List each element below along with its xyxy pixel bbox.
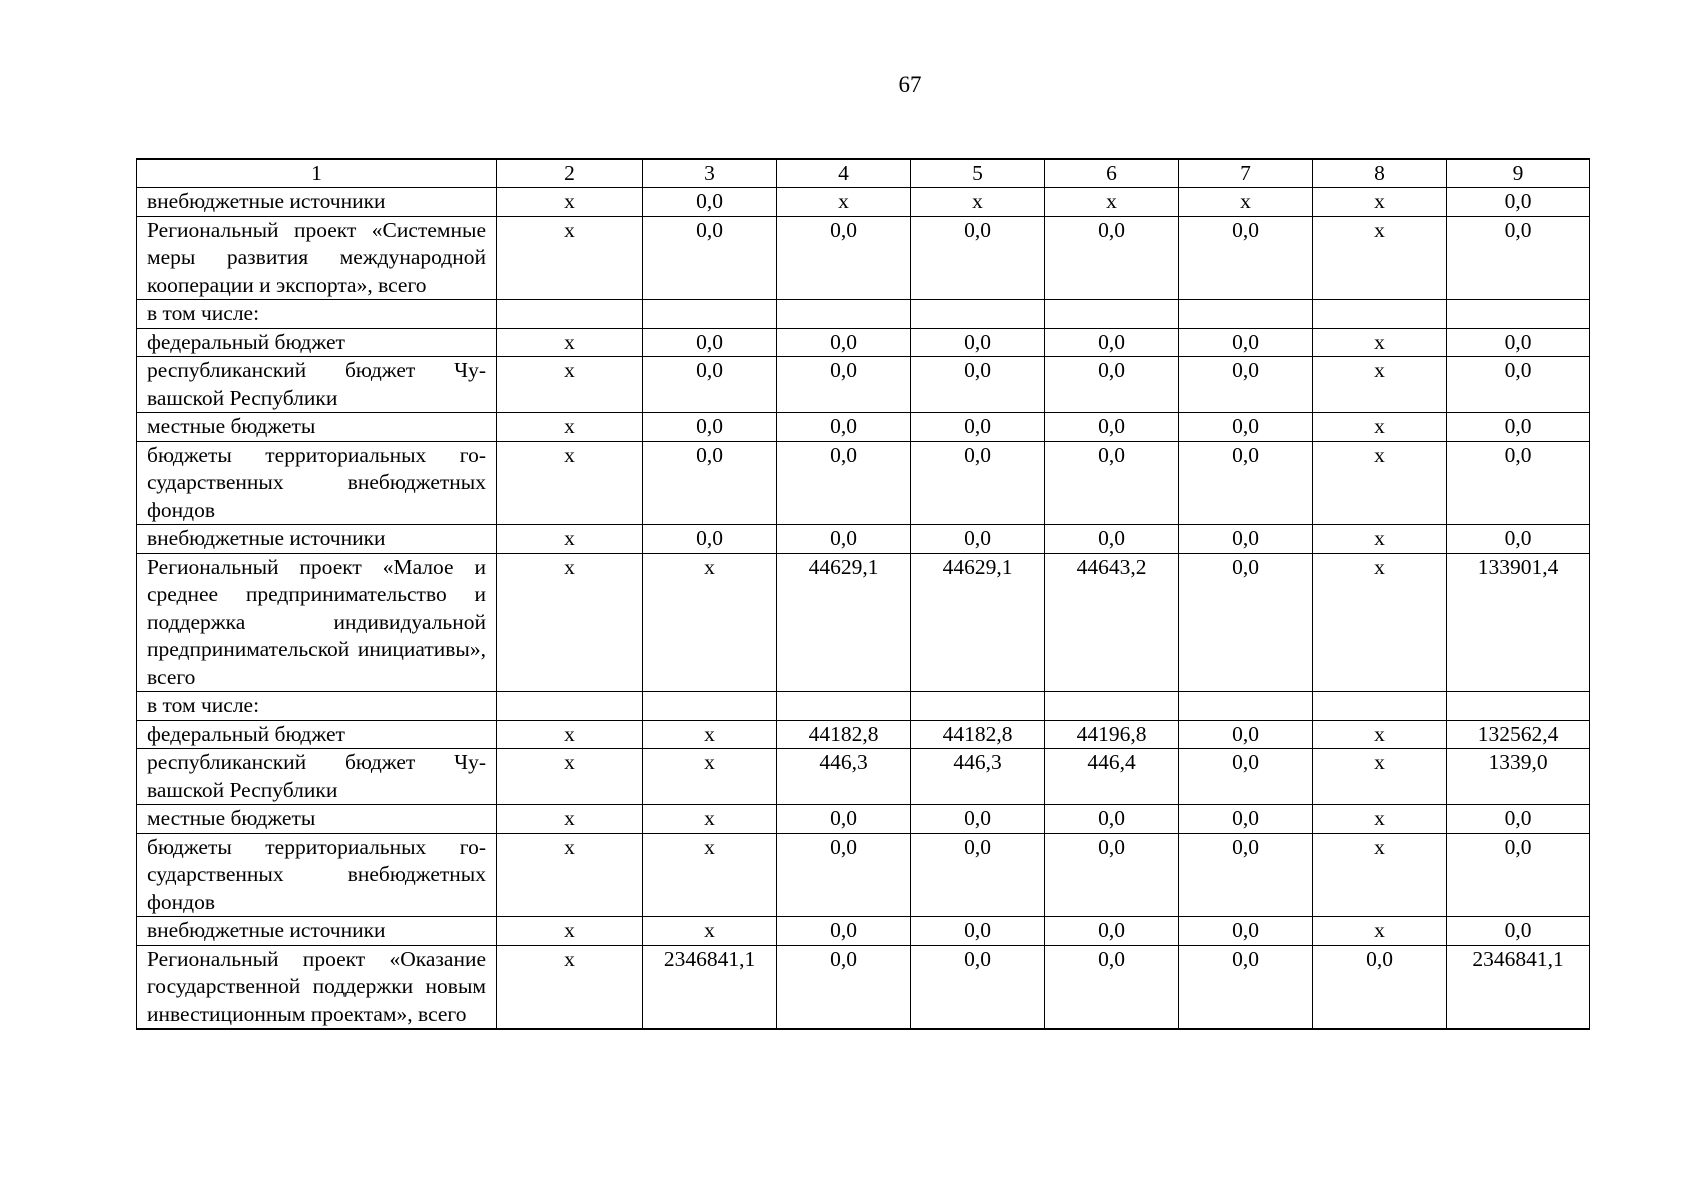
value-cell-col-6: 0,0 bbox=[1045, 441, 1179, 525]
value-cell-col-8: х bbox=[1313, 749, 1447, 805]
value-cell-col-5: 0,0 bbox=[911, 917, 1045, 946]
value-cell-col-2: х bbox=[497, 188, 643, 217]
value-cell-col-7: 0,0 bbox=[1179, 216, 1313, 300]
row-label: республиканский бюджет Чувашской Республики bbox=[137, 357, 497, 413]
table-row bbox=[137, 525, 1590, 554]
value-cell-col-3: 0,0 bbox=[643, 357, 777, 413]
row-label: внебюджетные источники bbox=[137, 525, 497, 554]
value-cell-col-3: 2346841,1 bbox=[643, 945, 777, 1029]
value-cell-col-9: 132562,4 bbox=[1447, 720, 1590, 749]
column-header-5: 5 bbox=[911, 159, 1045, 188]
table-row bbox=[137, 805, 1590, 834]
column-header-7: 7 bbox=[1179, 159, 1313, 188]
value-cell-col-8: х bbox=[1313, 805, 1447, 834]
row-label: республиканский бюджет Чувашской Республики bbox=[137, 749, 497, 805]
value-cell-col-7: 0,0 bbox=[1179, 833, 1313, 917]
value-cell-col-5: 0,0 bbox=[911, 945, 1045, 1029]
row-label: внебюджетные источники bbox=[137, 917, 497, 946]
value-cell-col-8: 0,0 bbox=[1313, 945, 1447, 1029]
value-cell-col-2: х bbox=[497, 441, 643, 525]
table-row bbox=[137, 917, 1590, 946]
row-label: местные бюджеты bbox=[137, 413, 497, 442]
table-row bbox=[137, 300, 1590, 329]
value-cell-col-4: 0,0 bbox=[777, 413, 911, 442]
value-cell-col-9: 0,0 bbox=[1447, 216, 1590, 300]
value-cell-col-2: х bbox=[497, 945, 643, 1029]
column-header-2: 2 bbox=[497, 159, 643, 188]
value-cell-col-5: 0,0 bbox=[911, 441, 1045, 525]
value-cell-col-6: 0,0 bbox=[1045, 805, 1179, 834]
value-cell-col-9 bbox=[1447, 300, 1590, 329]
value-cell-col-4 bbox=[777, 300, 911, 329]
table-row bbox=[137, 441, 1590, 525]
row-label: в том числе: bbox=[137, 300, 497, 329]
value-cell-col-9: 0,0 bbox=[1447, 188, 1590, 217]
table-body bbox=[137, 188, 1590, 1030]
value-cell-col-5: 44629,1 bbox=[911, 553, 1045, 692]
column-header-6: 6 bbox=[1045, 159, 1179, 188]
value-cell-col-5: х bbox=[911, 188, 1045, 217]
row-label: внебюджетные источники bbox=[137, 188, 497, 217]
value-cell-col-8: х bbox=[1313, 833, 1447, 917]
value-cell-col-9: 0,0 bbox=[1447, 441, 1590, 525]
value-cell-col-3: х bbox=[643, 749, 777, 805]
table-row bbox=[137, 720, 1590, 749]
value-cell-col-5: 0,0 bbox=[911, 328, 1045, 357]
value-cell-col-3: 0,0 bbox=[643, 525, 777, 554]
value-cell-col-8: х bbox=[1313, 216, 1447, 300]
value-cell-col-9: 0,0 bbox=[1447, 917, 1590, 946]
row-label: бюджеты территориальных государственных внебюджетных фондов bbox=[137, 833, 497, 917]
value-cell-col-9: 1339,0 bbox=[1447, 749, 1590, 805]
value-cell-col-3: 0,0 bbox=[643, 188, 777, 217]
value-cell-col-6: 0,0 bbox=[1045, 413, 1179, 442]
table-row bbox=[137, 833, 1590, 917]
value-cell-col-5: 0,0 bbox=[911, 833, 1045, 917]
row-label: федеральный бюджет bbox=[137, 720, 497, 749]
value-cell-col-7: 0,0 bbox=[1179, 945, 1313, 1029]
value-cell-col-8: х bbox=[1313, 553, 1447, 692]
value-cell-col-7: 0,0 bbox=[1179, 805, 1313, 834]
value-cell-col-6: 0,0 bbox=[1045, 833, 1179, 917]
value-cell-col-8: х bbox=[1313, 328, 1447, 357]
value-cell-col-9: 0,0 bbox=[1447, 833, 1590, 917]
value-cell-col-6: х bbox=[1045, 188, 1179, 217]
value-cell-col-4: 44629,1 bbox=[777, 553, 911, 692]
value-cell-col-9: 2346841,1 bbox=[1447, 945, 1590, 1029]
page-number: 67 bbox=[898, 72, 922, 97]
row-label: в том числе: bbox=[137, 692, 497, 721]
value-cell-col-6: 0,0 bbox=[1045, 525, 1179, 554]
value-cell-col-8: х bbox=[1313, 720, 1447, 749]
value-cell-col-5: 44182,8 bbox=[911, 720, 1045, 749]
value-cell-col-4: 0,0 bbox=[777, 216, 911, 300]
value-cell-col-6: 0,0 bbox=[1045, 216, 1179, 300]
value-cell-col-7: 0,0 bbox=[1179, 525, 1313, 554]
row-label: Региональный проект «Системные меры развития международной кооперации и экспорта», всего bbox=[137, 216, 497, 300]
value-cell-col-2 bbox=[497, 692, 643, 721]
value-cell-col-5: 446,3 bbox=[911, 749, 1045, 805]
table-row bbox=[137, 188, 1590, 217]
value-cell-col-3: х bbox=[643, 720, 777, 749]
value-cell-col-3: 0,0 bbox=[643, 413, 777, 442]
column-header-4: 4 bbox=[777, 159, 911, 188]
table-row bbox=[137, 692, 1590, 721]
value-cell-col-2: х bbox=[497, 357, 643, 413]
value-cell-col-2: х bbox=[497, 216, 643, 300]
value-cell-col-2: х bbox=[497, 553, 643, 692]
value-cell-col-7 bbox=[1179, 300, 1313, 329]
value-cell-col-4: 0,0 bbox=[777, 945, 911, 1029]
value-cell-col-8 bbox=[1313, 300, 1447, 329]
table-row bbox=[137, 945, 1590, 1029]
value-cell-col-8: х bbox=[1313, 917, 1447, 946]
value-cell-col-9: 0,0 bbox=[1447, 525, 1590, 554]
value-cell-col-7: 0,0 bbox=[1179, 917, 1313, 946]
value-cell-col-4: х bbox=[777, 188, 911, 217]
column-header-3: 3 bbox=[643, 159, 777, 188]
value-cell-col-6: 0,0 bbox=[1045, 945, 1179, 1029]
value-cell-col-3: х bbox=[643, 833, 777, 917]
value-cell-col-4: 0,0 bbox=[777, 833, 911, 917]
column-header-8: 8 bbox=[1313, 159, 1447, 188]
value-cell-col-3: 0,0 bbox=[643, 328, 777, 357]
value-cell-col-7: 0,0 bbox=[1179, 441, 1313, 525]
table-row bbox=[137, 553, 1590, 692]
row-label: местные бюджеты bbox=[137, 805, 497, 834]
value-cell-col-9: 133901,4 bbox=[1447, 553, 1590, 692]
value-cell-col-3: х bbox=[643, 805, 777, 834]
value-cell-col-8: х bbox=[1313, 441, 1447, 525]
value-cell-col-3: х bbox=[643, 917, 777, 946]
value-cell-col-5: 0,0 bbox=[911, 216, 1045, 300]
table-row bbox=[137, 357, 1590, 413]
value-cell-col-2: х bbox=[497, 413, 643, 442]
value-cell-col-7: х bbox=[1179, 188, 1313, 217]
value-cell-col-4: 446,3 bbox=[777, 749, 911, 805]
value-cell-col-3: 0,0 bbox=[643, 441, 777, 525]
table-row bbox=[137, 413, 1590, 442]
value-cell-col-9: 0,0 bbox=[1447, 357, 1590, 413]
row-label: федеральный бюджет bbox=[137, 328, 497, 357]
value-cell-col-8: х bbox=[1313, 188, 1447, 217]
value-cell-col-5 bbox=[911, 692, 1045, 721]
value-cell-col-8 bbox=[1313, 692, 1447, 721]
value-cell-col-5: 0,0 bbox=[911, 413, 1045, 442]
value-cell-col-2: х bbox=[497, 720, 643, 749]
value-cell-col-7: 0,0 bbox=[1179, 413, 1313, 442]
value-cell-col-6 bbox=[1045, 300, 1179, 329]
value-cell-col-3 bbox=[643, 692, 777, 721]
value-cell-col-7: 0,0 bbox=[1179, 357, 1313, 413]
value-cell-col-4: 0,0 bbox=[777, 328, 911, 357]
budget-table bbox=[136, 158, 1590, 1030]
value-cell-col-2: х bbox=[497, 749, 643, 805]
table-row bbox=[137, 216, 1590, 300]
value-cell-col-2: х bbox=[497, 833, 643, 917]
value-cell-col-6 bbox=[1045, 692, 1179, 721]
value-cell-col-5: 0,0 bbox=[911, 357, 1045, 413]
value-cell-col-3 bbox=[643, 300, 777, 329]
value-cell-col-7: 0,0 bbox=[1179, 749, 1313, 805]
row-label: Региональный проект «Оказание государственной поддержки новым инвестиционным проектам», всего bbox=[137, 945, 497, 1029]
value-cell-col-5: 0,0 bbox=[911, 525, 1045, 554]
value-cell-col-6: 44643,2 bbox=[1045, 553, 1179, 692]
value-cell-col-5 bbox=[911, 300, 1045, 329]
value-cell-col-2: х bbox=[497, 917, 643, 946]
value-cell-col-4: 0,0 bbox=[777, 357, 911, 413]
value-cell-col-4: 44182,8 bbox=[777, 720, 911, 749]
value-cell-col-9: 0,0 bbox=[1447, 413, 1590, 442]
column-header-9: 9 bbox=[1447, 159, 1590, 188]
value-cell-col-5: 0,0 bbox=[911, 805, 1045, 834]
value-cell-col-2: х bbox=[497, 525, 643, 554]
value-cell-col-7: 0,0 bbox=[1179, 553, 1313, 692]
value-cell-col-6: 0,0 bbox=[1045, 328, 1179, 357]
table-row bbox=[137, 328, 1590, 357]
column-header-1: 1 bbox=[137, 159, 497, 188]
value-cell-col-4 bbox=[777, 692, 911, 721]
value-cell-col-9: 0,0 bbox=[1447, 328, 1590, 357]
header-row bbox=[137, 159, 1590, 188]
table-row bbox=[137, 749, 1590, 805]
value-cell-col-7 bbox=[1179, 692, 1313, 721]
value-cell-col-6: 446,4 bbox=[1045, 749, 1179, 805]
value-cell-col-3: х bbox=[643, 553, 777, 692]
value-cell-col-7: 0,0 bbox=[1179, 720, 1313, 749]
value-cell-col-6: 0,0 bbox=[1045, 357, 1179, 413]
value-cell-col-2: х bbox=[497, 328, 643, 357]
value-cell-col-8: х bbox=[1313, 357, 1447, 413]
value-cell-col-2: х bbox=[497, 805, 643, 834]
value-cell-col-7: 0,0 bbox=[1179, 328, 1313, 357]
value-cell-col-4: 0,0 bbox=[777, 917, 911, 946]
value-cell-col-9: 0,0 bbox=[1447, 805, 1590, 834]
row-label: Региональный проект «Малое и среднее предпринимательство и поддержка индивидуальной предпринимательской инициативы», всего bbox=[137, 553, 497, 692]
value-cell-col-4: 0,0 bbox=[777, 525, 911, 554]
value-cell-col-9 bbox=[1447, 692, 1590, 721]
value-cell-col-4: 0,0 bbox=[777, 805, 911, 834]
value-cell-col-2 bbox=[497, 300, 643, 329]
value-cell-col-4: 0,0 bbox=[777, 441, 911, 525]
value-cell-col-3: 0,0 bbox=[643, 216, 777, 300]
value-cell-col-8: х bbox=[1313, 525, 1447, 554]
value-cell-col-8: х bbox=[1313, 413, 1447, 442]
row-label: бюджеты территориальных государственных внебюджетных фондов bbox=[137, 441, 497, 525]
value-cell-col-6: 44196,8 bbox=[1045, 720, 1179, 749]
value-cell-col-6: 0,0 bbox=[1045, 917, 1179, 946]
